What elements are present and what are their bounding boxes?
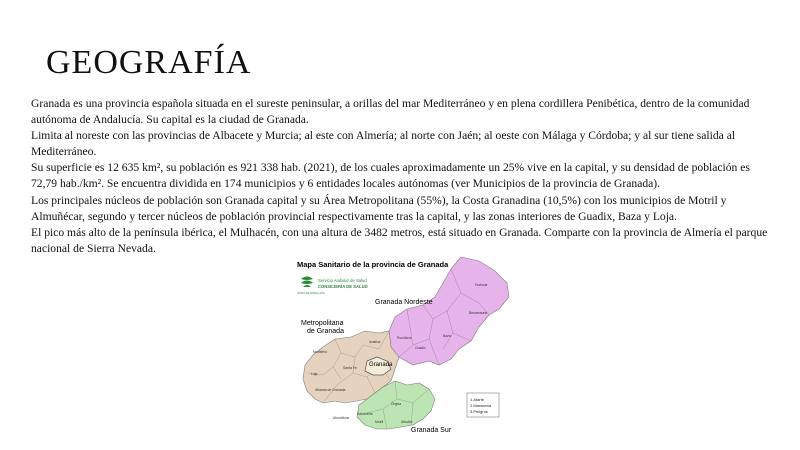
region-nordeste-shape — [389, 257, 509, 365]
legend-item-3: 3.Peligros — [470, 409, 488, 414]
muni-baza: Baza — [443, 334, 451, 338]
muni-benamaurel: Benamaurel — [469, 311, 488, 315]
muni-iznalloz: Iznalloz — [369, 340, 381, 344]
muni-loja: Loja — [311, 372, 318, 376]
paragraph-location: Granada es una provincia española situada en el sureste peninsular, a orillas del mar Mediterráneo y en plena cordillera Penibética, dentro de la comunidad autónoma de Andalucía. Su capital es la ciudad de Granada. — [31, 97, 750, 127]
page-title: GEOGRAFÍA — [46, 44, 252, 81]
muni-huescar: Huéscar — [475, 283, 488, 287]
muni-motril: Motril — [375, 420, 384, 424]
muni-almunecar: Almuñécar — [333, 416, 350, 420]
muni-albunol: Albuñol — [401, 420, 413, 424]
label-metropolitana-1: Metropolitana — [301, 320, 344, 327]
health-map-image — [283, 253, 515, 441]
legend-item-2: 2.Maracena — [470, 403, 492, 408]
muni-alhama: Alhama de Granada — [315, 388, 346, 392]
legend-item-1: 1.Atarfe — [470, 397, 485, 402]
logo-line2: CONSEJERÍA DE SALUD — [318, 284, 368, 289]
paragraph-mulhacen: El pico más alto de la península ibérica, el Mulhacén, con una altura de 3482 metros, está situado en Granada. Comparte con la provincia de Almería el parque nacional de Sierra Nevada. — [31, 225, 768, 255]
paragraph-population: Los principales núcleos de población son Granada capital y su Área Metropolitana (55%), la Costa Granadina (10,5%) con los municipios de Motril y Almuñécar, segundo y tercer núcleos de población provincial respectivamente tras la capital, y las zonas interiores de Guadix, Baza y Loja. — [31, 193, 727, 223]
muni-guadix: Guadix — [415, 346, 426, 350]
junta-logo — [297, 277, 368, 296]
logo-small-text: JUNTA DE ANDALUCÍA — [297, 292, 325, 295]
body-text — [31, 96, 776, 257]
muni-montefrio: Montefrío — [313, 350, 328, 354]
paragraph-borders: Limita al noreste con las provincias de Albacete y Murcia; al este con Almería; al norte con Jaén; al oeste con Málaga y Córdoba; y al sur tiene salida al Mediterráneo. — [31, 129, 736, 159]
muni-orgiva: Órgiva — [391, 402, 401, 406]
muni-purullena: Purullena — [397, 336, 412, 340]
label-sur: Granada Sur — [411, 427, 452, 434]
paragraph-surface: Su superficie es 12 635 km², su población es 921 338 hab. (2021), de los cuales aproximadamente un 25% vive en la capital, y su densidad de población es 72,79 hab./km². Se encuentra dividida en 174 municipios y 6 entidades locales autónomas (ver Municipios de la provincia de Granada). — [31, 161, 750, 191]
label-nordeste: Granada Nordeste — [375, 299, 433, 306]
muni-santa-fe: Santa Fe — [343, 366, 357, 370]
map-title: Mapa Sanitario de la provincia de Granada — [297, 260, 449, 269]
logo-line1: Servicio Andaluz de Salud — [318, 278, 367, 283]
map-legend — [467, 393, 499, 417]
muni-salobrena: Salobreña — [357, 412, 373, 416]
label-granada: Granada — [369, 362, 393, 368]
health-map — [283, 253, 515, 441]
label-metropolitana-2: de Granada — [307, 328, 344, 335]
